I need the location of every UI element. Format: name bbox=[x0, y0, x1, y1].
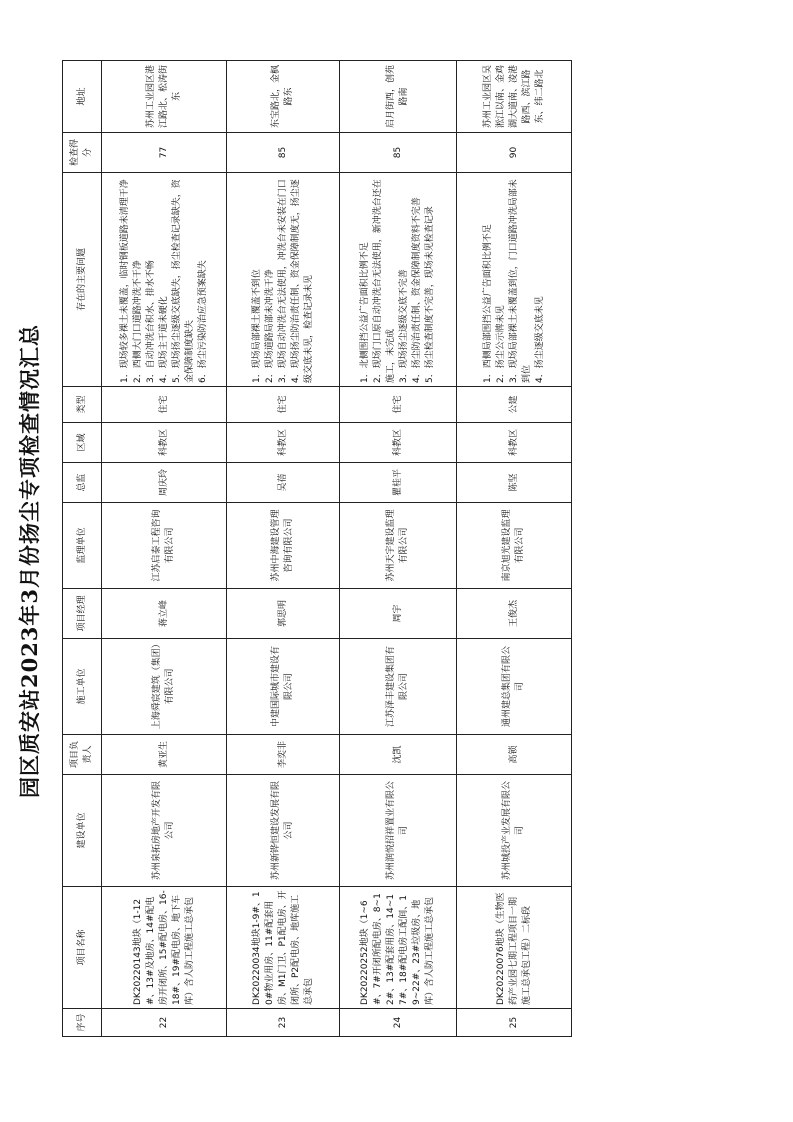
cell-address: 东宝路北，金枫路东 bbox=[227, 61, 340, 133]
cell-type: 住宅 bbox=[102, 387, 227, 423]
issue-item: 6．扬尘污染防治应急预案缺失 bbox=[197, 260, 208, 383]
cell-district: 科教区 bbox=[457, 423, 572, 463]
cell-address: 苏州工业园区吴淞江以南、金鸡湖大道南、凌港路西、滨江路东、纬二路北 bbox=[457, 61, 572, 133]
cell-issues bbox=[457, 173, 572, 387]
table-row bbox=[340, 61, 457, 1037]
table-header-row bbox=[63, 61, 102, 1037]
cell-chief: 瞿桂平 bbox=[340, 463, 457, 503]
cell-contractor: 上海舜宸建筑（集团）有限公司 bbox=[102, 639, 227, 735]
issue-item: 4．现场扬尘防治责任制、资金保障制度无，扬尘逐级交底未见，检查记录未见 bbox=[290, 179, 314, 383]
cell-issues bbox=[102, 173, 227, 387]
cell-no: 24 bbox=[340, 1009, 457, 1037]
cell-score: 77 bbox=[102, 133, 227, 173]
header-district: 区域 bbox=[63, 423, 102, 463]
cell-manager: 高锁 bbox=[457, 735, 572, 775]
cell-chief: 吴蓓 bbox=[227, 463, 340, 503]
cell-builder: 苏州润悦招祥置业有限公司 bbox=[340, 775, 457, 887]
cell-district: 科教区 bbox=[340, 423, 457, 463]
cell-pm: 周宇 bbox=[340, 589, 457, 639]
cell-chief: 周庆玲 bbox=[102, 463, 227, 503]
issue-item: 4．扬尘逐级交底未见 bbox=[534, 296, 545, 383]
issue-item: 1．现场较多裸土未覆盖，临时钢板道路未清理干净 bbox=[119, 179, 130, 383]
issue-item: 1．西侧局部围挡公益广告面积比例不足 bbox=[482, 224, 493, 383]
issue-item: 5．现场扬尘逐级交底缺失，扬尘检查记录缺失，资金保障制度缺失 bbox=[171, 179, 195, 383]
issue-item: 2．现场门口原自动冲洗台无法使用，新冲洗台还在施工，未完成 bbox=[373, 179, 396, 383]
cell-supervisor: 南京旭光建设监理有限公司 bbox=[457, 503, 572, 589]
header-builder: 建设单位 bbox=[63, 775, 102, 887]
table-row bbox=[457, 61, 572, 1037]
cell-manager: 李奕非 bbox=[227, 735, 340, 775]
issue-item: 4．扬尘防治责任制、资金保障制度资料不完善 bbox=[412, 197, 422, 383]
cell-project: DK20220143地块（1-12#、13#及地房、14#配电房开闭所、15#配电房、16-18#、19#配电房、地下车库）含人防工程施工总承包 bbox=[102, 887, 227, 1009]
cell-contractor: 通州建总集团有限公司 bbox=[457, 639, 572, 735]
cell-score: 85 bbox=[340, 133, 457, 173]
cell-project: DK20220076地块（生物医药产业园七期工程项目一期施工总承包工程）二标段 bbox=[457, 887, 572, 1009]
header-supervisor: 监理单位 bbox=[63, 503, 102, 589]
header-score: 检查得分 bbox=[63, 133, 102, 173]
cell-contractor: 江苏泽丰建设集团有限公司 bbox=[340, 639, 457, 735]
cell-no: 25 bbox=[457, 1009, 572, 1037]
issue-item: 2．西侧大门口道路冲洗不干净 bbox=[132, 260, 143, 383]
cell-manager: 黄亚生 bbox=[102, 735, 227, 775]
cell-score: 90 bbox=[457, 133, 572, 173]
issue-item: 5．扬尘检查制度不完善，现场未见检查记录 bbox=[425, 206, 435, 383]
cell-chief: 陈坚 bbox=[457, 463, 572, 503]
cell-builder: 苏州新铧恒建设发展有限公司 bbox=[227, 775, 340, 887]
header-address: 地址 bbox=[63, 61, 102, 133]
cell-address: 苏州工业园区港江路北、松涛街东 bbox=[102, 61, 227, 133]
cell-pm: 郭思明 bbox=[227, 589, 340, 639]
issue-item: 3．自动冲洗台积水、排水不畅 bbox=[145, 260, 156, 383]
header-no: 序号 bbox=[63, 1009, 102, 1037]
cell-supervisor: 江苏启泰工程咨询有限公司 bbox=[102, 503, 227, 589]
cell-project: DK20220252地块（1~6#、7#开闭所配电房、8~12#、13#配套用房、14~17#、18#配电房工配间、19~22#、23#垃圾房、地库）含人防工程施工总承包 bbox=[340, 887, 457, 1009]
issue-item: 4．现场主干道未硬化 bbox=[158, 296, 169, 383]
header-issues: 存在的主要问题 bbox=[63, 173, 102, 387]
header-type: 类型 bbox=[63, 387, 102, 423]
cell-project: DK20220034地块1-9#、10#物业用房、11#配套用房、M1门卫、P1配电房、开闭所、P2配电房、地库施工总承包 bbox=[227, 887, 340, 1009]
document-title: 园区质安站2023年3月份扬尘专项检查情况汇总 bbox=[17, 323, 42, 799]
issue-item: 1．现场局部裸土覆盖不到位 bbox=[251, 269, 262, 383]
cell-pm: 王俊杰 bbox=[457, 589, 572, 639]
cell-supervisor: 苏州天宇建设监理有限公司 bbox=[340, 503, 457, 589]
header-chief: 总监 bbox=[63, 463, 102, 503]
issue-item: 3．现场局部裸土未覆盖到位，门口道路冲洗局部未到位 bbox=[508, 179, 532, 383]
cell-no: 22 bbox=[102, 1009, 227, 1037]
cell-pm: 蒋立峰 bbox=[102, 589, 227, 639]
issue-item: 2．扬尘公示牌未见 bbox=[495, 305, 506, 383]
cell-district: 科教区 bbox=[102, 423, 227, 463]
cell-manager: 沈凯 bbox=[340, 735, 457, 775]
cell-score: 85 bbox=[227, 133, 340, 173]
header-contractor: 施工单位 bbox=[63, 639, 102, 735]
header-manager: 项目负责人 bbox=[63, 735, 102, 775]
cell-builder: 苏州城投产业发展有限公司 bbox=[457, 775, 572, 887]
cell-issues bbox=[227, 173, 340, 387]
cell-address: 启月街西，创苑路南 bbox=[340, 61, 457, 133]
cell-type: 住宅 bbox=[340, 387, 457, 423]
header-project: 项目名称 bbox=[63, 887, 102, 1009]
cell-contractor: 中建国际城市建设有限公司 bbox=[227, 639, 340, 735]
issue-item: 3．现场扬尘逐级交底不完善 bbox=[399, 269, 409, 383]
cell-builder: 苏州泉拓房地产开发有限公司 bbox=[102, 775, 227, 887]
header-pm: 项目经理 bbox=[63, 589, 102, 639]
cell-type: 公建 bbox=[457, 387, 572, 423]
inspection-table bbox=[62, 60, 572, 1037]
issue-item: 2．现场道路局部未冲洗干净 bbox=[264, 269, 275, 383]
issue-item: 3．现场自动冲洗台无法使用，冲洗台未安装在门口 bbox=[277, 179, 288, 383]
cell-type: 住宅 bbox=[227, 387, 340, 423]
table-row bbox=[227, 61, 340, 1037]
table-row bbox=[102, 61, 227, 1037]
cell-district: 科教区 bbox=[227, 423, 340, 463]
cell-no: 23 bbox=[227, 1009, 340, 1037]
cell-issues bbox=[340, 173, 457, 387]
cell-supervisor: 苏州中海建设管理咨询有限公司 bbox=[227, 503, 340, 589]
issue-item: 1．北侧围挡公益广告面积比例不足 bbox=[360, 242, 370, 383]
